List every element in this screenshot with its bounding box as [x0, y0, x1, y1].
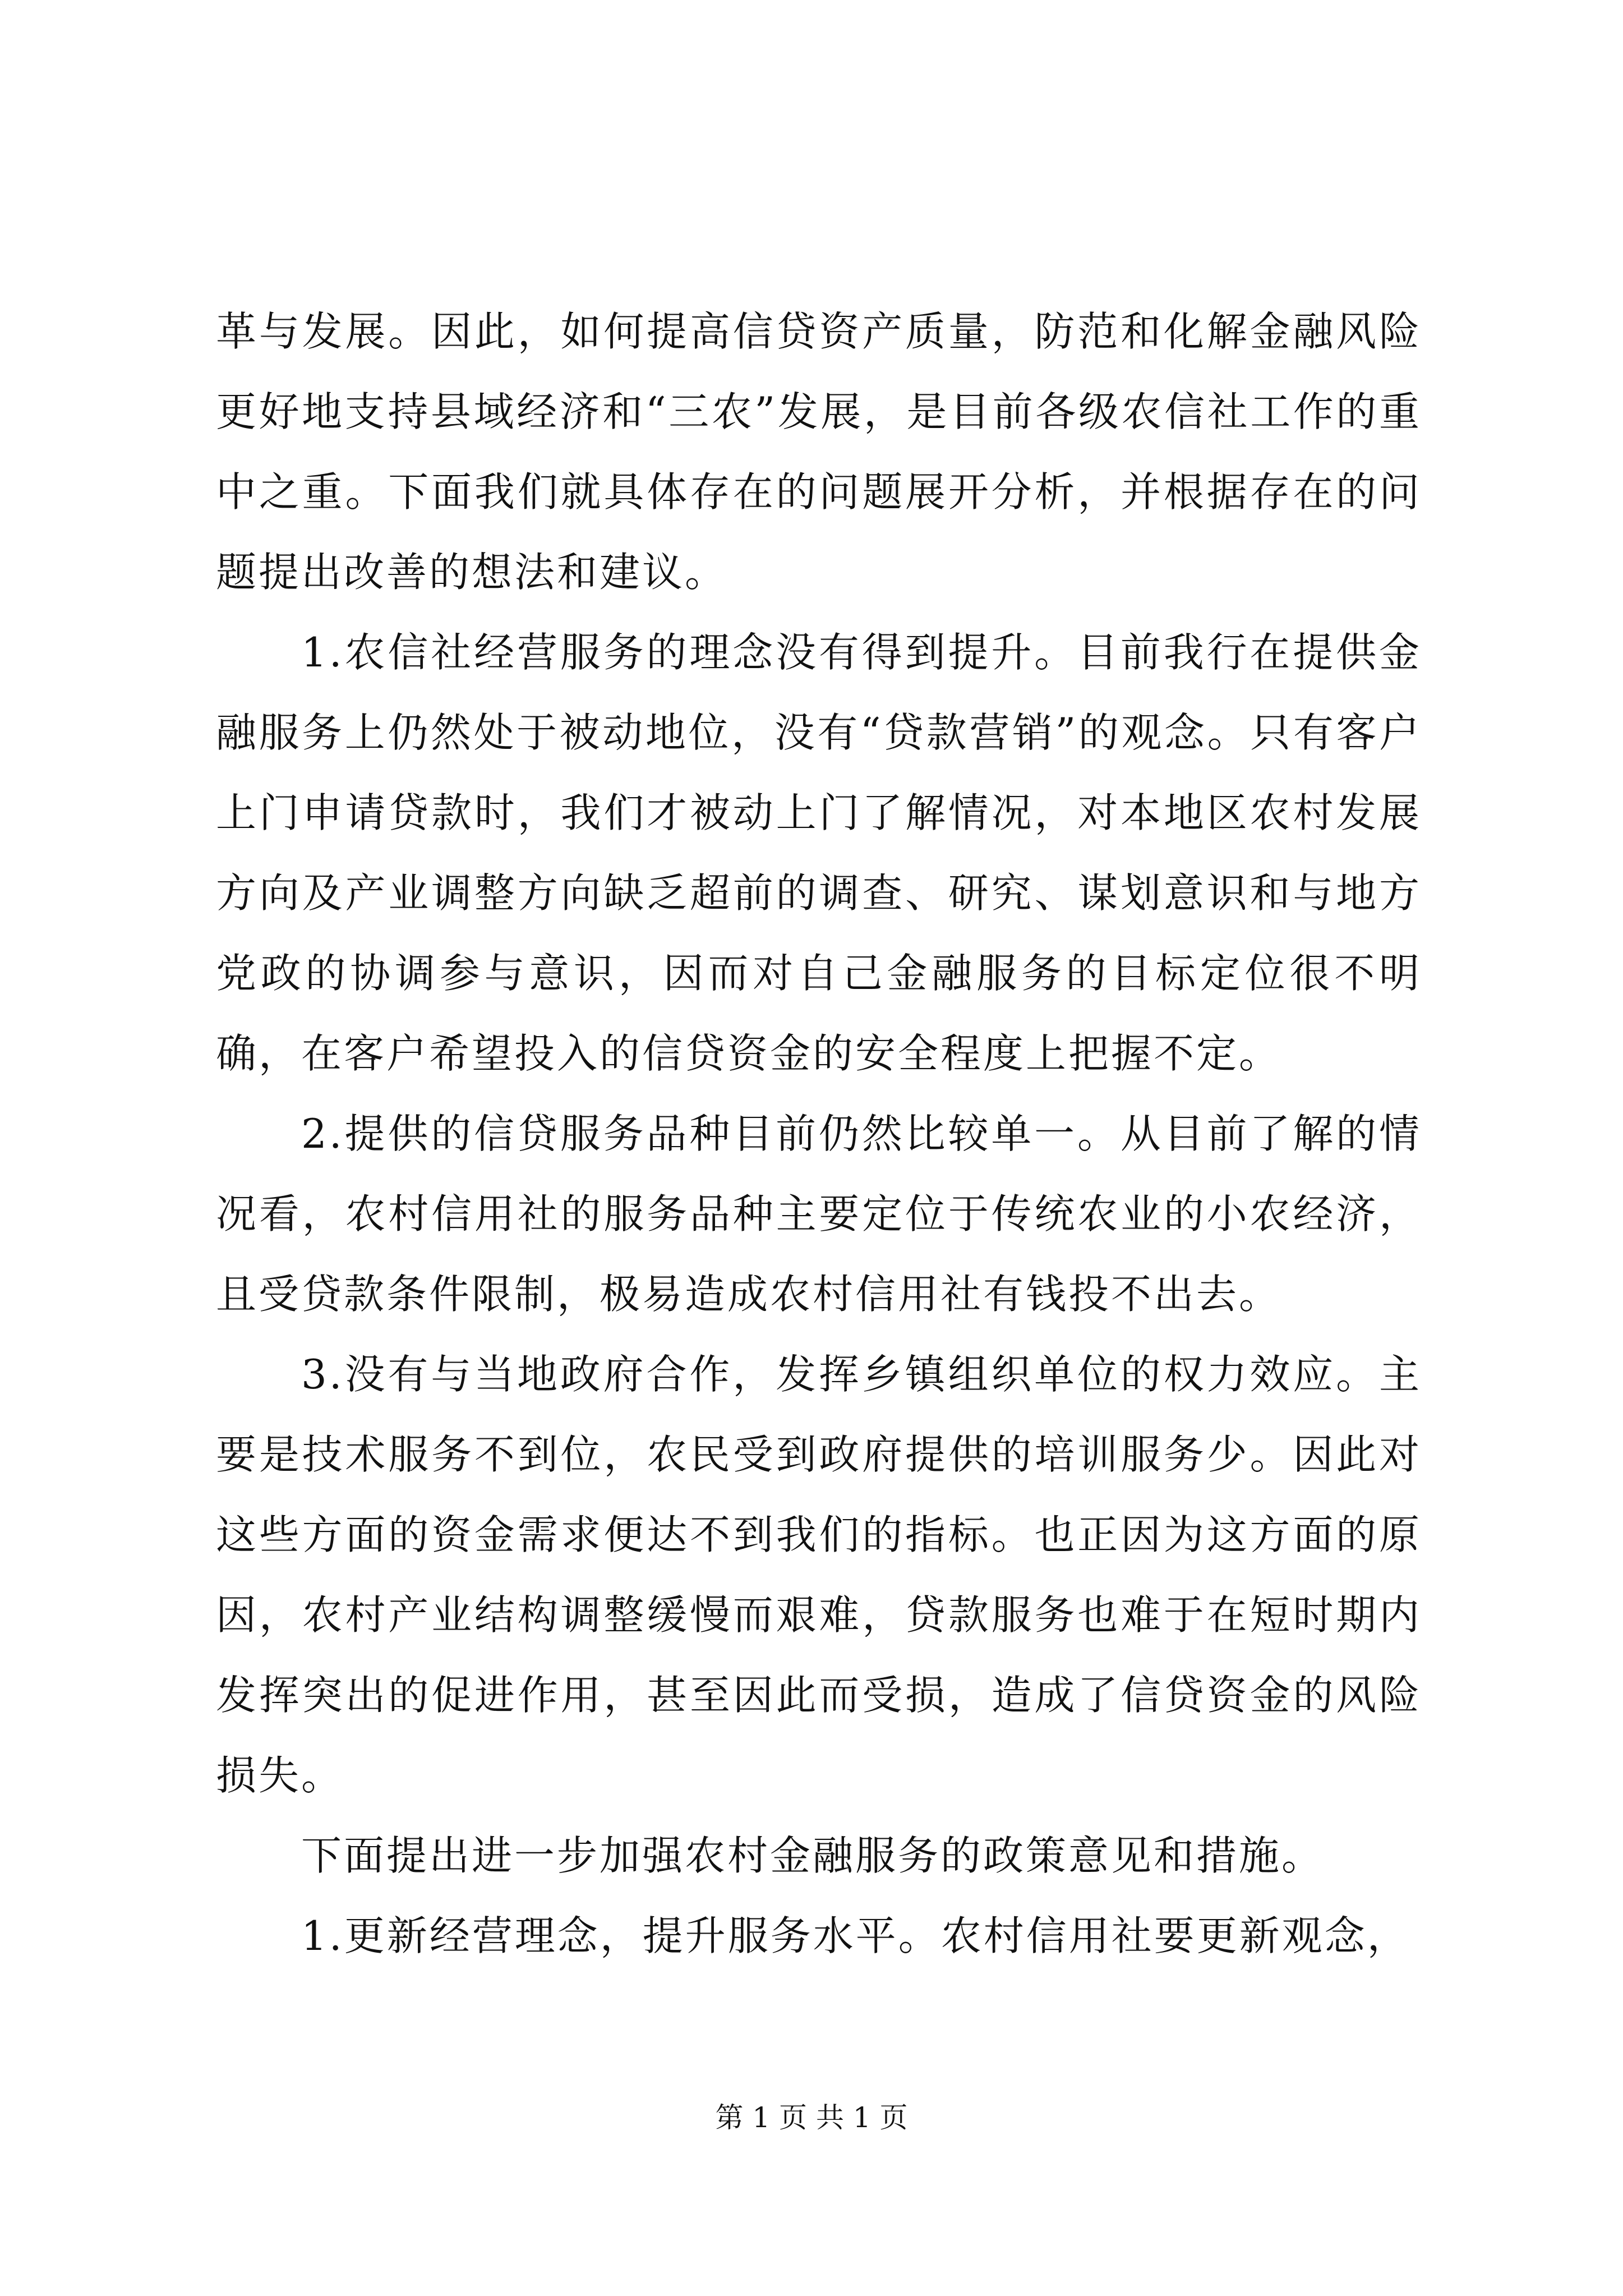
paragraph-1: 革与发展。因此，如何提高信贷资产质量，防范和化解金融风险更好地支持县域经济和“三农”发展，是目前各级农信社工作的重中之重。下面我们就具体存在的问题展开分析，并根据存在的问题提出改善的想法和建议。: [216, 308, 1422, 596]
paragraph-4: 3.没有与当地政府合作，发挥乡镇组织单位的权力效应。主要是技术服务不到位，农民受到政府提供的培训服务少。因此对这些方面的资金需求便达不到我们的指标。也正因为这方面的原因，农村产业结构调整缓慢而艰难，贷款服务也难于在短时期内发挥突出的促进作用，甚至因此而受损，造成了信贷资金的风险损失。: [216, 1351, 1422, 1799]
page-footer: 第 1 页 共 1 页: [715, 2101, 908, 2134]
paragraph-3: 2.提供的信贷服务品种目前仍然比较单一。从目前了解的情况看，农村信用社的服务品种主要定位于传统农业的小农经济，且受贷款条件限制，极易造成农村信用社有钱投不出去。: [216, 1110, 1422, 1318]
paragraph-6: 1.更新经营理念，提升服务水平。农村信用社要更新观念，: [301, 1912, 1410, 1959]
paragraph-2: 1.农信社经营服务的理念没有得到提升。目前我行在提供金融服务上仍然处于被动地位，没有“贷款营销”的观念。只有客户上门申请贷款时，我们才被动上门了解情况，对本地区农村发展方向及产业调整方向缺乏超前的调查、研究、谋划意识和与地方党政的协调参与意识，因而对自己金融服务的目标定位很不明确，在客户希望投入的信贷资金的安全程度上把握不定。: [216, 629, 1422, 1077]
document-body: [216, 292, 1422, 1976]
paragraph-5: 下面提出进一步加强农村金融服务的政策意见和措施。: [301, 1832, 1325, 1879]
